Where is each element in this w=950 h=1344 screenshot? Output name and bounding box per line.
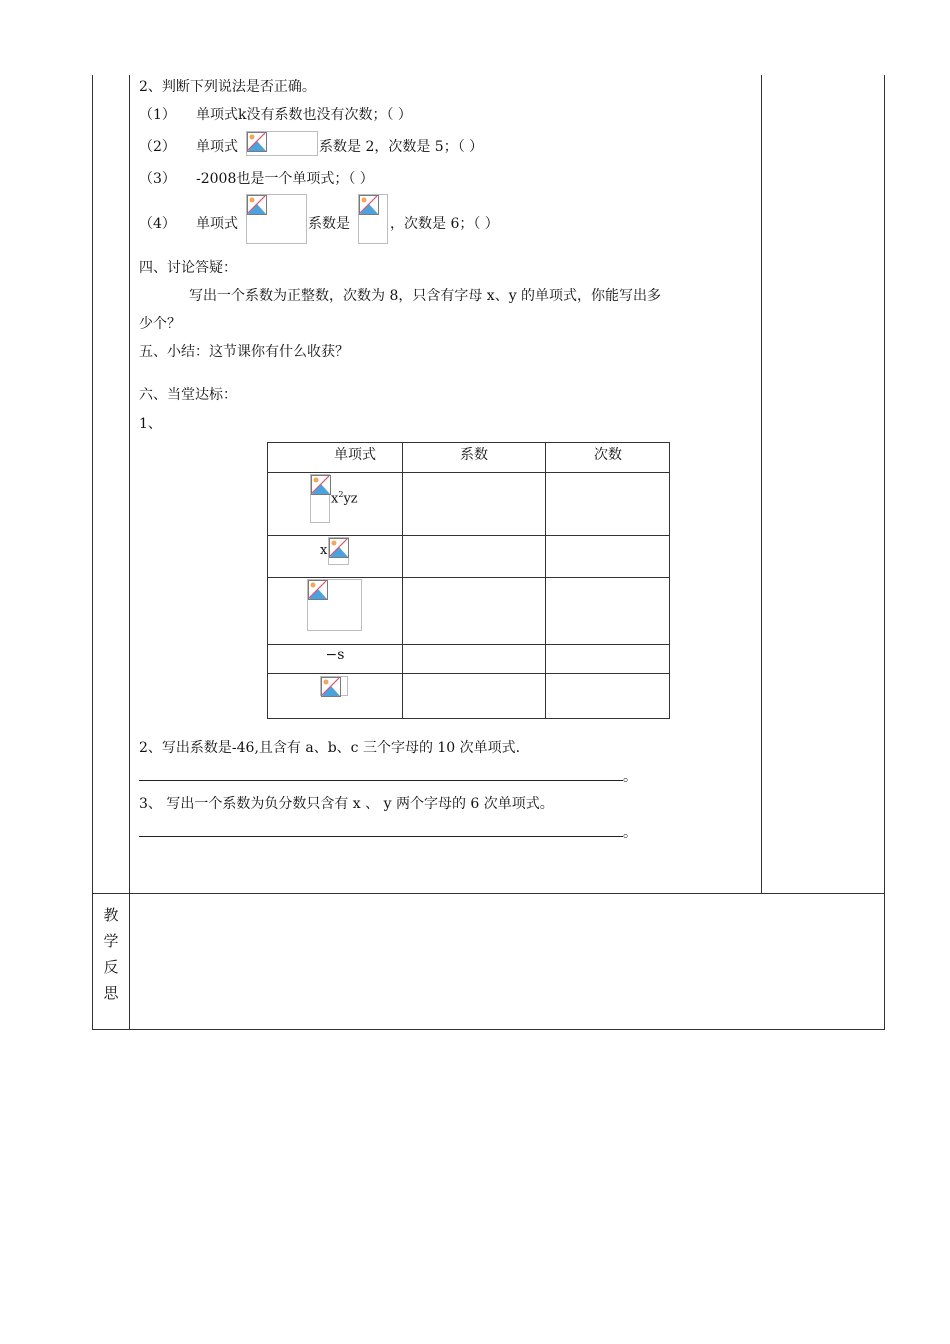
frame-left: [92, 75, 93, 1030]
broken-image-icon: [329, 538, 349, 558]
q2-item2-suffix: 系数是 2，次数是 5；（ ）: [319, 139, 484, 155]
sec4-title: 四、讨论答疑：: [139, 260, 237, 276]
reflection-char: 学: [103, 932, 119, 950]
table-row-1-expr: $x^2yz$: [331, 490, 358, 507]
frame-row-divider: [92, 893, 885, 894]
frame-bottom: [92, 1029, 885, 1030]
frame-right: [884, 75, 885, 1030]
broken-image-icon: [321, 677, 341, 697]
broken-image-icon: [311, 475, 331, 495]
end-mark: 。: [623, 769, 637, 785]
formula-image-placeholder: [328, 537, 349, 565]
sec6-q2: 2、写出系数是-46,且含有 a、b、c 三个字母的 10 次单项式.: [139, 740, 521, 756]
q2-item4-suffix: ，次数是 6；（ ）: [390, 216, 499, 232]
sec6-q3: 3、 写出一个系数为负分数只含有 x 、 y 两个字母的 6 次单项式。: [139, 796, 554, 812]
reflection-char: 教: [103, 906, 119, 924]
broken-image-icon: [308, 580, 328, 600]
table-row-4-expr: −s: [325, 647, 345, 663]
q2-title: 2、判断下列说法是否正确。: [139, 79, 316, 95]
table-row-2-expr: x: [320, 543, 328, 558]
formula-image-placeholder: [310, 474, 330, 523]
end-mark: 。: [623, 825, 637, 841]
q2-item2-num: （2）: [139, 139, 176, 155]
formula-image-placeholder: [307, 579, 362, 631]
formula-image-placeholder: [358, 194, 388, 244]
table-header: 系数: [460, 447, 488, 463]
formula-image-placeholder: [320, 676, 348, 696]
frame-col-right: [761, 75, 762, 894]
broken-image-icon: [247, 195, 267, 215]
q2-item4-num: （4）: [139, 216, 176, 232]
q2-item1-num: （1）: [139, 107, 176, 123]
broken-image-icon: [247, 132, 267, 152]
q2-item4-middle: 系数是: [308, 216, 350, 232]
answer-line[interactable]: [139, 780, 623, 781]
formula-image-placeholder: [246, 131, 318, 156]
q2-item3-num: （3）: [139, 171, 176, 187]
q2-item3-text: -2008也是一个单项式；（ ）: [196, 171, 374, 187]
sec4-line2: 少个？: [139, 316, 181, 332]
sec6-q1-label: 1、: [139, 416, 162, 432]
sec5-title: 五、小结：这节课你有什么收获？: [139, 344, 349, 360]
frame-col1: [129, 75, 130, 1030]
table-header: 单项式: [334, 447, 376, 463]
q2-item2-prefix: 单项式: [196, 139, 238, 155]
sec4-line1: 写出一个系数为正整数，次数为 8，只含有字母 x、y 的单项式，你能写出多: [189, 288, 662, 304]
table-header: 次数: [594, 447, 622, 463]
answer-line[interactable]: [139, 836, 623, 837]
reflection-char: 反: [103, 958, 119, 976]
reflection-char: 思: [103, 984, 119, 1002]
broken-image-icon: [359, 195, 379, 215]
q2-item4-prefix: 单项式: [196, 216, 238, 232]
q2-item1-text: 单项式k没有系数也没有次数；（ ）: [196, 107, 412, 123]
formula-image-placeholder: [246, 194, 307, 244]
sec6-title: 六、当堂达标：: [139, 387, 237, 403]
